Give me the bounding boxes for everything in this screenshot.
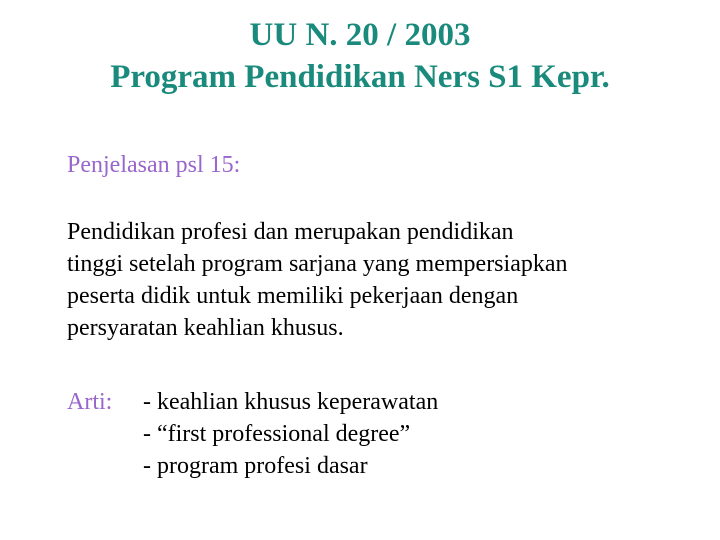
section-heading: Penjelasan psl 15: — [67, 152, 241, 178]
paragraph-line: tinggi setelah program sarjana yang mempersiapkan — [67, 251, 568, 277]
list-item: - program profesi dasar — [143, 453, 368, 479]
title-line-1: UU N. 20 / 2003 — [249, 17, 471, 53]
slide-title — [0, 14, 720, 98]
explanation-paragraph — [67, 216, 687, 344]
paragraph-line: persyaratan keahlian khusus. — [67, 315, 344, 341]
list-item: - “first professional degree” — [143, 421, 411, 447]
paragraph-line: Pendidikan profesi dan merupakan pendidikan — [67, 219, 514, 245]
paragraph-line: peserta didik untuk memiliki pekerjaan dengan — [67, 283, 519, 309]
title-line-2: Program Pendidikan Ners S1 Kepr. — [110, 59, 610, 95]
list-item: - keahlian khusus keperawatan — [143, 389, 439, 415]
meaning-list — [143, 386, 438, 482]
meaning-label: Arti: — [67, 389, 113, 415]
